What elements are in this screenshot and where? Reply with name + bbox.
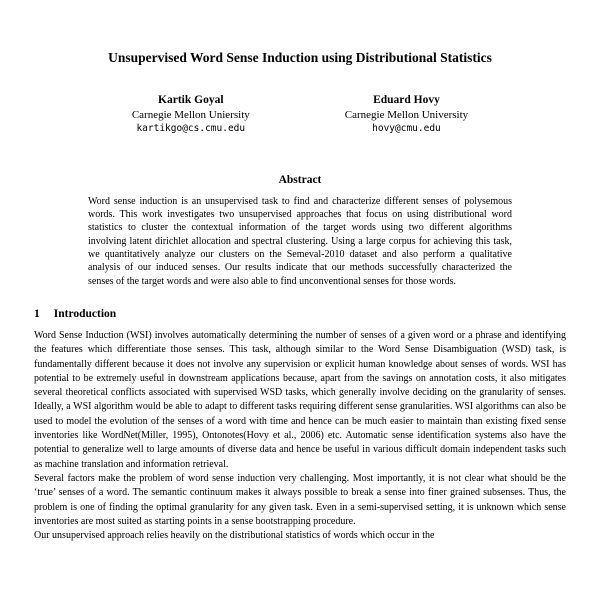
author-email: kartikgo@cs.cmu.edu — [136, 123, 246, 135]
author-name: Eduard Hovy — [373, 93, 440, 106]
author-affiliation: Carnegie Mellon Uniersity — [131, 108, 250, 121]
authors-row — [0, 93, 600, 136]
section-body — [34, 329, 566, 543]
paragraph: Our unsupervised approach relies heavily on the distributional statistics of words which occur in the — [34, 530, 435, 542]
paper-title: Unsupervised Word Sense Induction using Distributional Statistics — [108, 50, 492, 65]
paragraph: Several factors make the problem of word sense induction very challenging. Most importantly, it is not clear what should be the ‘true’ senses of a word. The semantic continuum makes it always possible to break a sense into finer grained subsenses. Thus, the problem is one of finding the optimal granularity for any given task. Even in a semi-supervised setting, it is unknown which sense inventories are most suited as starting points in a sense bootstrapping procedure. — [34, 472, 566, 527]
abstract-text: Word sense induction is an unsupervised task to find and characterize different senses of polysemous words. This work investigates two unsupervised approaches that focus on using distributional word statistics to cluster the contextual information of the target words using two different algorithms involving latent dirichlet allocation and spectral clustering. Using a large corpus for achieving this task, we quantitatively analyze our clusters on the Semeval-2010 dataset and also perform a qualitative analysis of our induced senses. Our results indicate that our methods successfully characterized the senses of the target words and were also able to find unconventional senses for those words. — [88, 195, 512, 287]
abstract-heading: Abstract — [278, 173, 322, 186]
author-block-1 — [132, 93, 250, 136]
section-number: 1 — [34, 307, 40, 320]
author-block-2 — [345, 93, 468, 136]
section-title: Introduction — [53, 307, 117, 320]
paragraph: Word Sense Induction (WSI) involves automatically determining the number of senses of a given word or a phrase and identifying the features which differentiate those senses. This task, although similar to the Word Sense Disambiguation (WSD) task, is fundamentally different because it does not involve any supervision or explicit human knowledge about senses of words. WSI has potential to be extremely useful in downstream applications because, apart from the savings on annotation costs, it also mitigates several theoretical conflicts associated with supervised WSD tasks, which generally involve deciding on the granularity of senses. Ideally, a WSI algorithm would be able to adapt to different tasks requiring different sense granularities. WSI algorithms can also be used to model the evolution of the senses of a word with time and hence can be much easier to maintain than existing fixed sense inventories like WordNet(Miller, 1995), Ontonotes(Hovy et al., 2006) etc. Automatic sense identification systems also have the potential to generalize well to large amounts of diverse data and hence be useful in various difficult domain independent tasks such as machine translation and information retrieval. — [34, 329, 566, 470]
section-heading-introduction — [34, 308, 566, 320]
author-name: Kartik Goyal — [158, 93, 224, 106]
author-email: hovy@cmu.edu — [372, 123, 441, 135]
author-affiliation: Carnegie Mellon University — [344, 108, 469, 121]
